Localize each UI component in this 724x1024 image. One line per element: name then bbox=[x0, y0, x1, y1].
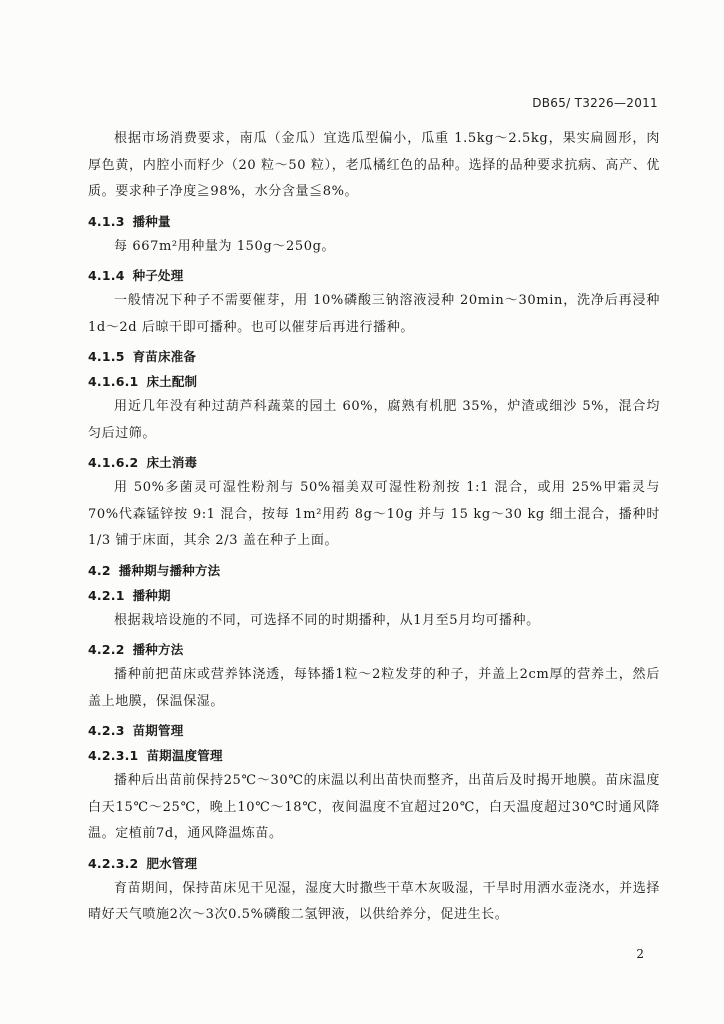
section-number: 4.2 bbox=[88, 562, 111, 578]
section-number: 4.1.6.1 bbox=[88, 374, 139, 389]
section-title: 播种期 bbox=[132, 587, 171, 603]
section-number: 4.1.4 bbox=[88, 268, 125, 283]
paragraph-variety-requirements: 根据市场消费要求，南瓜（金瓜）宜选瓜型偏小，瓜重 1.5kg～2.5kg，果实扁圆形，肉厚色黄，内腔小而籽少（20 粒～50 粒），老瓜橘红色的品种。选择的品种要求抗病、高产、优质。要求种子净度≧98%，水分含量≦8%。 bbox=[88, 131, 660, 199]
section-heading-4-1-5 bbox=[88, 344, 660, 369]
section-number: 4.2.3 bbox=[88, 723, 125, 738]
section-title: 播种期与播种方法 bbox=[118, 562, 221, 578]
section-heading-4-2-3-1 bbox=[88, 743, 660, 768]
paragraph-seedling-temperature: 播种后出苗前保持25℃～30℃的床温以利出苗快而整齐，出苗后及时揭开地膜。苗床温度白天15℃～25℃，晚上10℃～18℃，夜间温度不宜超过20℃，白天温度超过30℃时通风降温。定植前7d，通风降温炼苗。 bbox=[88, 773, 660, 841]
section-title: 播种方法 bbox=[132, 642, 184, 657]
section-number: 4.1.5 bbox=[88, 349, 125, 364]
page-number: 2 bbox=[636, 947, 644, 961]
paragraph-soil-disinfection: 用 50%多菌灵可湿性粉剂与 50%福美双可湿性粉剂按 1:1 混合，或用 25%甲霜灵与 70%代森锰锌按 9:1 混合，按每 1m²用药 8g～10g 并与 15 kg～30 kg 细土混合，播种时 1/3 铺于床面，其余 2/3 盖在种子上面。 bbox=[88, 480, 660, 548]
section-heading-4-1-3 bbox=[88, 209, 660, 234]
paragraph-seeding-rate: 每 667m²用种量为 150g～250g。 bbox=[114, 238, 336, 254]
section-number: 4.2.2 bbox=[88, 642, 125, 657]
paragraph-fertilizer-water: 育苗期间，保持苗床见干见湿，湿度大时撒些干草木灰吸湿，干旱时用洒水壶浇水，并选择晴好天气喷施2次～3次0.5%磷酸二氢钾液，以供给养分，促进生长。 bbox=[88, 880, 660, 922]
section-heading-4-2-1 bbox=[88, 583, 660, 608]
section-heading-4-2-3-2 bbox=[88, 851, 660, 876]
paragraph-sowing-method: 播种前把苗床或营养钵浇透，每钵播1粒～2粒发芽的种子，并盖上2cm厚的营养土，然后盖上地膜，保温保湿。 bbox=[88, 667, 660, 709]
section-heading-4-2-3 bbox=[88, 718, 660, 743]
section-heading-4-2 bbox=[88, 558, 660, 583]
section-heading-4-1-4 bbox=[88, 263, 660, 288]
section-number: 4.2.1 bbox=[88, 587, 125, 603]
section-title: 播种量 bbox=[132, 213, 171, 229]
section-number: 4.2.3.1 bbox=[88, 748, 139, 763]
document-body bbox=[88, 126, 660, 932]
section-title: 苗期温度管理 bbox=[146, 748, 223, 763]
section-number: 4.1.3 bbox=[88, 213, 125, 229]
section-heading-4-1-6-2 bbox=[88, 450, 660, 475]
section-title: 种子处理 bbox=[132, 268, 184, 283]
section-title: 苗期管理 bbox=[132, 723, 184, 738]
section-heading-4-2-2 bbox=[88, 637, 660, 662]
section-number: 4.1.6.2 bbox=[88, 455, 139, 470]
paragraph-sowing-period: 根据栽培设施的不同，可选择不同的时期播种，从1月至5月均可播种。 bbox=[114, 612, 540, 628]
standard-code-header: DB65/ T3226—2011 bbox=[532, 96, 658, 110]
paragraph-bed-soil-mix: 用近几年没有种过葫芦科蔬菜的园土 60%，腐熟有机肥 35%，炉渣或细沙 5%，混合均匀后过筛。 bbox=[88, 399, 660, 441]
section-title: 育苗床准备 bbox=[132, 349, 197, 364]
section-heading-4-1-6-1 bbox=[88, 369, 660, 394]
section-title: 床土消毒 bbox=[146, 455, 198, 470]
section-title: 肥水管理 bbox=[146, 855, 198, 871]
section-title: 床土配制 bbox=[146, 374, 198, 389]
section-number: 4.2.3.2 bbox=[88, 855, 139, 871]
paragraph-seed-treatment: 一般情况下种子不需要催芽，用 10%磷酸三钠溶液浸种 20min～30min，洗净后再浸种 1d～2d 后晾干即可播种。也可以催芽后再进行播种。 bbox=[88, 293, 660, 335]
